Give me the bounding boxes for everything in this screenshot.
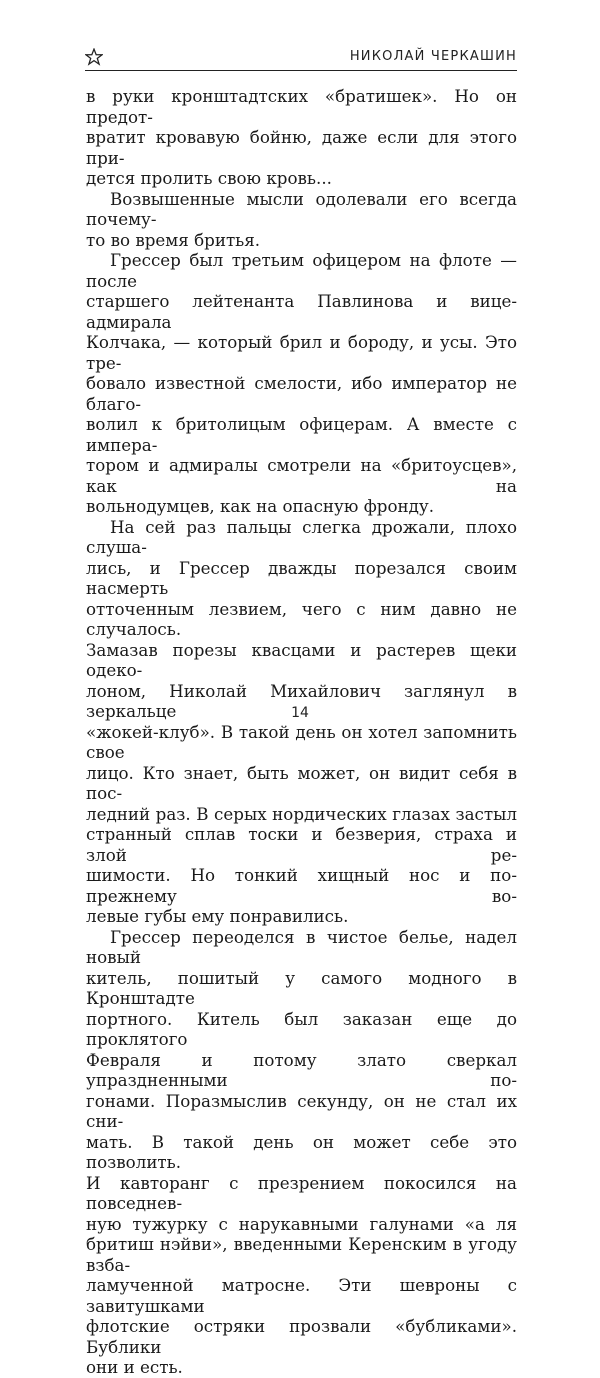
text-line: старшего лейтенанта Павлинова и вице-адмирала bbox=[86, 291, 517, 332]
text-line: тором и адмиралы смотрели на «бритоусцев», как на bbox=[86, 455, 517, 496]
text-line: гонами. Поразмыслив секунду, он не стал их сни- bbox=[86, 1090, 517, 1131]
text-line: На сей раз пальцы слегка дрожали, плохо слуша- bbox=[86, 516, 517, 557]
text-line: Возвышенные мысли одолевали его всегда почему- bbox=[86, 188, 517, 229]
text-line: «жокей-клуб». В такой день он хотел запомнить свое bbox=[86, 721, 517, 762]
text-line: в руки кронштадтских «братишек». Но он предот- bbox=[86, 86, 517, 127]
text-line: странный сплав тоски и безверия, страха и злой ре- bbox=[86, 824, 517, 865]
page-number: 14 bbox=[291, 705, 309, 721]
text-line: китель, пошитый у самого модного в Кронштадте bbox=[86, 967, 517, 1008]
text-line: Грессер переоделся в чистое белье, надел новый bbox=[86, 926, 517, 967]
text-line: вратит кровавую бойню, даже если для этого при- bbox=[86, 127, 517, 168]
text-line: флотские остряки прозвали «бубликами». Бублики bbox=[86, 1316, 517, 1357]
text-line: волил к бритолицым офицерам. А вместе с импера- bbox=[86, 414, 517, 455]
text-line: отточенным лезвием, чего с ним давно не случалось. bbox=[86, 598, 517, 639]
text-line: бритиш нэйви», введенными Керенским в угоду взба- bbox=[86, 1234, 517, 1275]
author-name: НИКОЛАЙ ЧЕРКАШИН bbox=[349, 49, 517, 64]
text-line: дется пролить свою кровь... bbox=[86, 168, 332, 188]
text-line: Грессер был третьим офицером на флоте — после bbox=[86, 250, 517, 291]
text-line: левые губы ему понравились. bbox=[86, 906, 349, 926]
text-line: И кавторанг с презрением покосился на повседнев- bbox=[86, 1172, 517, 1213]
text-line: ламученной матросне. Эти шевроны с завитушками bbox=[86, 1275, 517, 1316]
main-text bbox=[86, 86, 517, 1378]
text-line: портного. Китель был заказан еще до проклятого bbox=[86, 1008, 517, 1049]
text-line: лоном, Николай Михайлович заглянул в зеркальце bbox=[86, 680, 517, 721]
text-line: ную тужурку с нарукавными галунами «а ля bbox=[86, 1213, 517, 1234]
text-line: лицо. Кто знает, быть может, он видит себя в пос- bbox=[86, 762, 517, 803]
text-line: бовало известной смелости, ибо император не благо- bbox=[86, 373, 517, 414]
header-rule bbox=[85, 70, 517, 71]
text-line: ледний раз. В серых нордических глазах застыл bbox=[86, 803, 517, 824]
text-line: мать. В такой день он может себе это позволить. bbox=[86, 1131, 517, 1172]
text-line: лись, и Грессер дважды порезался своим насмерть bbox=[86, 557, 517, 598]
text-line: шимости. Но тонкий хищный нос и по-прежнему во- bbox=[86, 865, 517, 906]
star-outline-icon bbox=[85, 48, 103, 66]
text-line: Колчака, — который брил и бороду, и усы. Это тре- bbox=[86, 332, 517, 373]
text-line: Февраля и потому злато сверкал упраздненными по- bbox=[86, 1049, 517, 1090]
text-line: вольнодумцев, как на опасную фронду. bbox=[86, 496, 435, 516]
text-line: то во время бритья. bbox=[86, 229, 261, 250]
text-line: они и есть. bbox=[86, 1357, 183, 1377]
running-header bbox=[85, 44, 517, 70]
text-line: Замазав порезы квасцами и растерев щеки одеко- bbox=[86, 639, 517, 680]
